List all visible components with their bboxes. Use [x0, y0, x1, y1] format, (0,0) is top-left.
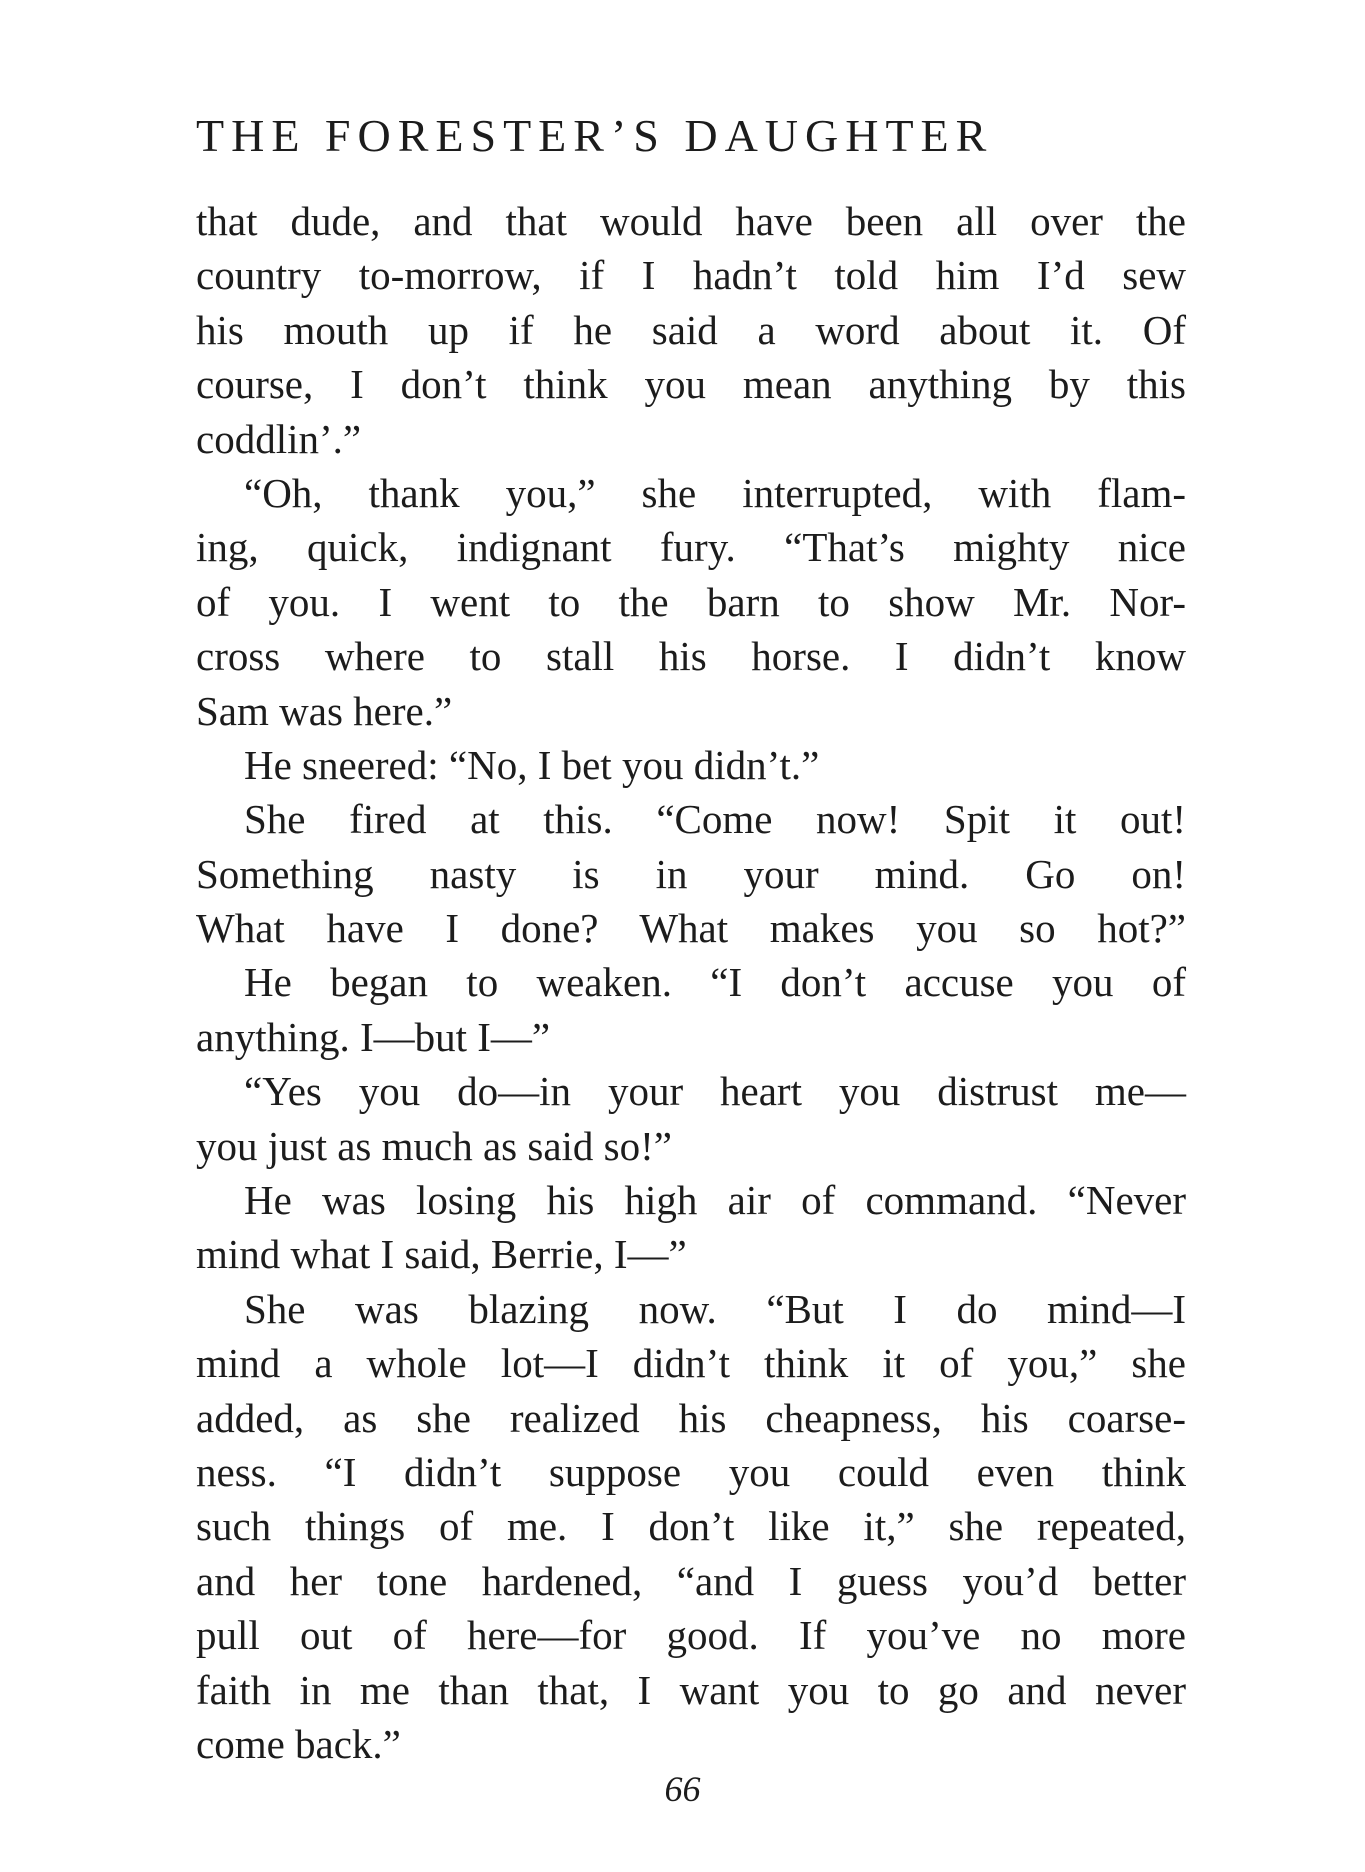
page-number: 66 [664, 1769, 701, 1809]
text-line: She was blazing now. “But I do mind—I [244, 1285, 1186, 1332]
text-line: anything. I—but I—” [196, 1013, 551, 1060]
text-line: He began to weaken. “I don’t accuse you of [244, 959, 1186, 1006]
text-line: such things of me. I don’t like it,” she repeated, [196, 1503, 1186, 1550]
text-line: “Yes you do—in your heart you distrust me— [244, 1068, 1186, 1115]
text-line: mind a whole lot—I didn’t think it of you,” she [196, 1340, 1186, 1387]
text-line: ing, quick, indignant fury. “That’s mighty nice [196, 524, 1186, 571]
text-line: He sneered: “No, I bet you didn’t.” [244, 741, 820, 788]
text-line: come back.” [196, 1720, 401, 1767]
text-line: his mouth up if he said a word about it. Of [196, 306, 1186, 353]
text-line: Something nasty is in your mind. Go on! [196, 850, 1186, 897]
text-line: added, as she realized his cheapness, his coarse- [196, 1394, 1186, 1441]
text-line: What have I done? What makes you so hot?” [196, 905, 1186, 952]
text-line: and her tone hardened, “and I guess you’d better [196, 1557, 1186, 1604]
text-line: coddlin’.” [196, 415, 362, 462]
text-line: that dude, and that would have been all over the [196, 198, 1186, 244]
text-line: “Oh, thank you,” she interrupted, with flam- [244, 469, 1186, 516]
body-text [196, 194, 1186, 1771]
running-head: THE FORESTER’S DAUGHTER [196, 110, 994, 161]
text-line: course, I don’t think you mean anything by this [196, 361, 1186, 408]
text-line: He was losing his high air of command. “Never [244, 1177, 1186, 1224]
text-line: you just as much as said so!” [196, 1122, 672, 1169]
text-line: mind what I said, Berrie, I—” [196, 1231, 687, 1278]
text-line: ness. “I didn’t suppose you could even think [196, 1448, 1186, 1495]
text-line: She fired at this. “Come now! Spit it out! [244, 796, 1186, 843]
text-line: cross where to stall his horse. I didn’t know [196, 633, 1186, 680]
text-line: of you. I went to the barn to show Mr. Nor- [196, 578, 1186, 625]
text-line: country to-morrow, if I hadn’t told him I’d sew [196, 252, 1186, 299]
text-line: pull out of here—for good. If you’ve no more [196, 1612, 1186, 1659]
text-line: Sam was here.” [196, 687, 453, 734]
text-line: faith in me than that, I want you to go and never [196, 1666, 1186, 1713]
